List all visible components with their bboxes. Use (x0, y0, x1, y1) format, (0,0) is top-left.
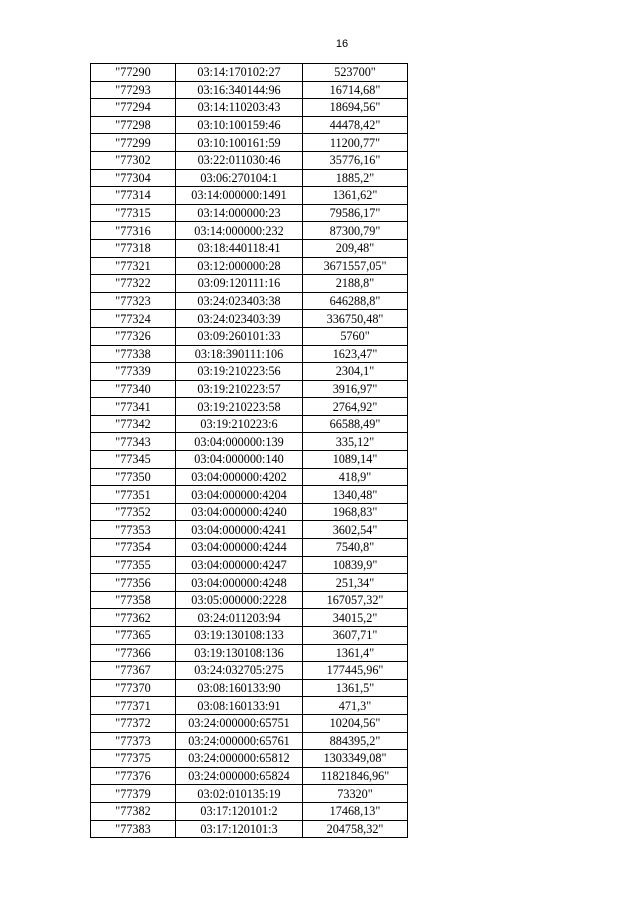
record-number-cell: "77343 (91, 433, 176, 451)
record-number-cell: "77304 (91, 169, 176, 187)
record-number-cell: "77316 (91, 222, 176, 240)
cadastral-number-cell: 03:08:160133:91 (176, 697, 303, 715)
record-number-cell: "77323 (91, 292, 176, 310)
record-number-cell: "77373 (91, 732, 176, 750)
table-row (91, 310, 408, 328)
cadastral-number-cell: 03:19:210223:57 (176, 380, 303, 398)
cadastral-number-cell: 03:14:170102:27 (176, 64, 303, 82)
record-number-cell: "77298 (91, 116, 176, 134)
value-cell: 523700" (303, 64, 408, 82)
value-cell: 1089,14" (303, 451, 408, 469)
table-row (91, 609, 408, 627)
cadastral-number-cell: 03:19:210223:6 (176, 415, 303, 433)
record-number-cell: "77321 (91, 257, 176, 275)
cadastral-number-cell: 03:04:000000:4248 (176, 574, 303, 592)
record-number-cell: "77294 (91, 99, 176, 117)
value-cell: 10839,9" (303, 556, 408, 574)
value-cell: 1885,2" (303, 169, 408, 187)
value-cell: 73320" (303, 785, 408, 803)
table-row (91, 239, 408, 257)
value-cell: 3602,54" (303, 521, 408, 539)
value-cell: 884395,2" (303, 732, 408, 750)
value-cell: 335,12" (303, 433, 408, 451)
cadastral-number-cell: 03:04:000000:4204 (176, 486, 303, 504)
value-cell: 1968,83" (303, 503, 408, 521)
record-number-cell: "77293 (91, 81, 176, 99)
value-cell: 336750,48" (303, 310, 408, 328)
record-number-cell: "77372 (91, 714, 176, 732)
table-row (91, 785, 408, 803)
value-cell: 2304,1" (303, 363, 408, 381)
table-row (91, 714, 408, 732)
cadastral-number-cell: 03:04:000000:140 (176, 451, 303, 469)
table-row (91, 81, 408, 99)
record-number-cell: "77358 (91, 591, 176, 609)
cadastral-number-cell: 03:05:000000:2228 (176, 591, 303, 609)
value-cell: 3607,71" (303, 627, 408, 645)
value-cell: 1340,48" (303, 486, 408, 504)
cadastral-number-cell: 03:14:110203:43 (176, 99, 303, 117)
cadastral-number-cell: 03:09:120111:16 (176, 275, 303, 293)
record-number-cell: "77353 (91, 521, 176, 539)
cadastral-number-cell: 03:02:010135:19 (176, 785, 303, 803)
table-row (91, 820, 408, 838)
cadastral-number-cell: 03:19:210223:56 (176, 363, 303, 381)
table-row (91, 574, 408, 592)
value-cell: 7540,8" (303, 539, 408, 557)
table-row (91, 556, 408, 574)
value-cell: 1361,4" (303, 644, 408, 662)
record-number-cell: "77302 (91, 151, 176, 169)
record-number-cell: "77365 (91, 627, 176, 645)
value-cell: 471,3" (303, 697, 408, 715)
table-row (91, 591, 408, 609)
value-cell: 2764,92" (303, 398, 408, 416)
cadastral-number-cell: 03:24:000000:65824 (176, 767, 303, 785)
table-row (91, 627, 408, 645)
cadastral-number-cell: 03:19:130108:136 (176, 644, 303, 662)
cadastral-number-cell: 03:06:270104:1 (176, 169, 303, 187)
table-row (91, 134, 408, 152)
value-cell: 1361,5" (303, 679, 408, 697)
table-row (91, 64, 408, 82)
table-row (91, 415, 408, 433)
table-row (91, 327, 408, 345)
record-number-cell: "77355 (91, 556, 176, 574)
value-cell: 204758,32" (303, 820, 408, 838)
value-cell: 1361,62" (303, 187, 408, 205)
cadastral-number-cell: 03:08:160133:90 (176, 679, 303, 697)
record-number-cell: "77342 (91, 415, 176, 433)
table-row (91, 204, 408, 222)
value-cell: 1623,47" (303, 345, 408, 363)
cadastral-number-cell: 03:04:000000:4244 (176, 539, 303, 557)
cadastral-number-cell: 03:24:000000:65751 (176, 714, 303, 732)
record-number-cell: "77340 (91, 380, 176, 398)
value-cell: 44478,42" (303, 116, 408, 134)
value-cell: 646288,8" (303, 292, 408, 310)
cadastral-number-cell: 03:14:000000:23 (176, 204, 303, 222)
table-row (91, 398, 408, 416)
table-row (91, 468, 408, 486)
cadastral-number-cell: 03:24:011203:94 (176, 609, 303, 627)
table-row (91, 380, 408, 398)
table-row (91, 767, 408, 785)
table-row (91, 116, 408, 134)
page-number: 16 (335, 38, 349, 50)
cadastral-number-cell: 03:17:120101:3 (176, 820, 303, 838)
cadastral-number-cell: 03:04:000000:4240 (176, 503, 303, 521)
record-number-cell: "77351 (91, 486, 176, 504)
record-number-cell: "77379 (91, 785, 176, 803)
cadastral-number-cell: 03:24:023403:38 (176, 292, 303, 310)
table-row (91, 292, 408, 310)
table-row (91, 169, 408, 187)
table-row (91, 433, 408, 451)
record-number-cell: "77371 (91, 697, 176, 715)
cadastral-number-cell: 03:04:000000:139 (176, 433, 303, 451)
value-cell: 11821846,96" (303, 767, 408, 785)
cadastral-number-cell: 03:24:000000:65761 (176, 732, 303, 750)
record-number-cell: "77383 (91, 820, 176, 838)
record-number-cell: "77326 (91, 327, 176, 345)
value-cell: 35776,16" (303, 151, 408, 169)
record-number-cell: "77318 (91, 239, 176, 257)
record-number-cell: "77367 (91, 662, 176, 680)
table-row (91, 679, 408, 697)
cadastral-number-cell: 03:16:340144:96 (176, 81, 303, 99)
table-row (91, 151, 408, 169)
value-cell: 87300,79" (303, 222, 408, 240)
cadastral-number-cell: 03:17:120101:2 (176, 802, 303, 820)
record-number-cell: "77315 (91, 204, 176, 222)
value-cell: 66588,49" (303, 415, 408, 433)
cadastral-number-cell: 03:19:130108:133 (176, 627, 303, 645)
value-cell: 1303349,08" (303, 750, 408, 768)
value-cell: 34015,2" (303, 609, 408, 627)
table-row (91, 521, 408, 539)
record-number-cell: "77354 (91, 539, 176, 557)
cadastral-number-cell: 03:24:032705:275 (176, 662, 303, 680)
table-row (91, 257, 408, 275)
value-cell: 79586,17" (303, 204, 408, 222)
record-number-cell: "77338 (91, 345, 176, 363)
table-row (91, 697, 408, 715)
table-row (91, 345, 408, 363)
value-cell: 209,48" (303, 239, 408, 257)
cadastral-number-cell: 03:18:440118:41 (176, 239, 303, 257)
cadastral-number-cell: 03:10:100161:59 (176, 134, 303, 152)
record-number-cell: "77382 (91, 802, 176, 820)
record-number-cell: "77350 (91, 468, 176, 486)
cadastral-number-cell: 03:14:000000:1491 (176, 187, 303, 205)
record-number-cell: "77362 (91, 609, 176, 627)
cadastral-number-cell: 03:04:000000:4247 (176, 556, 303, 574)
record-number-cell: "77345 (91, 451, 176, 469)
value-cell: 11200,77" (303, 134, 408, 152)
record-number-cell: "77290 (91, 64, 176, 82)
cadastral-number-cell: 03:12:000000:28 (176, 257, 303, 275)
record-number-cell: "77339 (91, 363, 176, 381)
record-number-cell: "77322 (91, 275, 176, 293)
table-row (91, 539, 408, 557)
value-cell: 3916,97" (303, 380, 408, 398)
cadastral-number-cell: 03:19:210223:58 (176, 398, 303, 416)
record-number-cell: "77352 (91, 503, 176, 521)
cadastral-number-cell: 03:10:100159:46 (176, 116, 303, 134)
value-cell: 177445,96" (303, 662, 408, 680)
cadastral-number-cell: 03:18:390111:106 (176, 345, 303, 363)
cadastral-number-cell: 03:24:023403:39 (176, 310, 303, 328)
table-row (91, 750, 408, 768)
record-number-cell: "77314 (91, 187, 176, 205)
value-cell: 10204,56" (303, 714, 408, 732)
value-cell: 3671557,05" (303, 257, 408, 275)
table-row (91, 644, 408, 662)
cadastral-number-cell: 03:22:011030:46 (176, 151, 303, 169)
value-cell: 167057,32" (303, 591, 408, 609)
cadastral-number-cell: 03:04:000000:4202 (176, 468, 303, 486)
table-row (91, 503, 408, 521)
record-number-cell: "77299 (91, 134, 176, 152)
cadastral-number-cell: 03:14:000000:232 (176, 222, 303, 240)
table-row (91, 486, 408, 504)
table-row (91, 275, 408, 293)
record-number-cell: "77376 (91, 767, 176, 785)
value-cell: 251,34" (303, 574, 408, 592)
record-number-cell: "77370 (91, 679, 176, 697)
value-cell: 2188,8" (303, 275, 408, 293)
value-cell: 418,9" (303, 468, 408, 486)
table-row (91, 802, 408, 820)
value-cell: 5760" (303, 327, 408, 345)
table-row (91, 222, 408, 240)
table-row (91, 187, 408, 205)
cadastral-number-cell: 03:24:000000:65812 (176, 750, 303, 768)
cadastral-number-cell: 03:04:000000:4241 (176, 521, 303, 539)
cadastral-number-cell: 03:09:260101:33 (176, 327, 303, 345)
value-cell: 16714,68" (303, 81, 408, 99)
table-row (91, 99, 408, 117)
data-table (90, 63, 408, 838)
table-row (91, 451, 408, 469)
table-row (91, 363, 408, 381)
record-number-cell: "77356 (91, 574, 176, 592)
table-body (91, 64, 408, 838)
record-number-cell: "77341 (91, 398, 176, 416)
table-row (91, 662, 408, 680)
value-cell: 18694,56" (303, 99, 408, 117)
record-number-cell: "77324 (91, 310, 176, 328)
value-cell: 17468,13" (303, 802, 408, 820)
table-row (91, 732, 408, 750)
record-number-cell: "77366 (91, 644, 176, 662)
record-number-cell: "77375 (91, 750, 176, 768)
